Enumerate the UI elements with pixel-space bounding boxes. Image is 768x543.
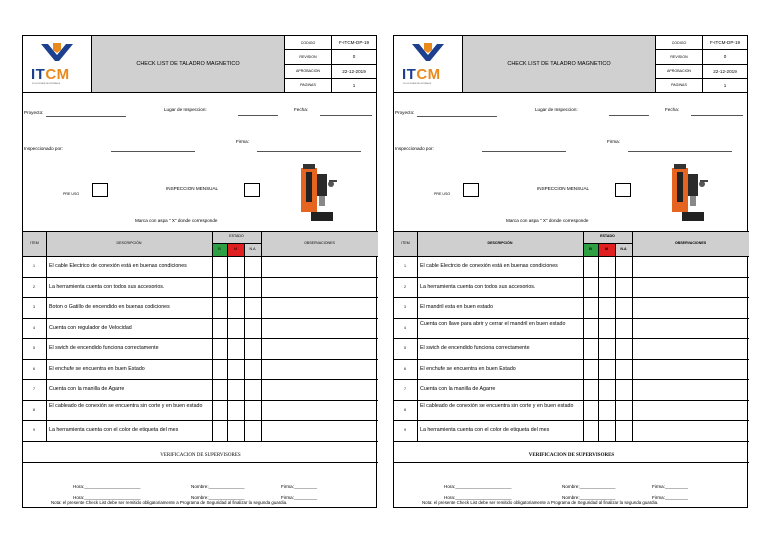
observaciones-cell[interactable] xyxy=(262,380,377,399)
observaciones-cell[interactable] xyxy=(262,298,377,317)
estado-m-cell[interactable] xyxy=(228,339,243,358)
footer-note: Nota: el presente Check List debe ser remitido obligatoriamente a Programa de Seguridad al finalizar la segunda guardia. xyxy=(422,499,659,505)
item-number: 1 xyxy=(404,264,406,268)
observaciones-cell[interactable] xyxy=(633,360,748,379)
item-number: 4 xyxy=(404,325,406,330)
estado-m-cell[interactable] xyxy=(599,298,614,317)
estado-na-cell[interactable] xyxy=(616,319,631,338)
meta-key: REVISION xyxy=(285,50,332,63)
document-title: CHECK LIST DE TALADRO MAGNETICO xyxy=(92,36,285,92)
item-number: 6 xyxy=(33,366,35,371)
meta-row xyxy=(656,65,747,79)
estado-m-cell[interactable] xyxy=(228,380,243,399)
estado-m-cell[interactable] xyxy=(228,401,243,420)
item-description: La herramienta cuenta con todos sus accesorios. xyxy=(49,283,165,290)
fecha-field[interactable] xyxy=(691,115,743,116)
meta-row xyxy=(285,50,376,64)
estado-na-cell[interactable] xyxy=(245,421,260,440)
col-observaciones-header: OBSERVACIONES xyxy=(304,241,335,245)
meta-row xyxy=(285,36,376,50)
item-description: La herramienta cuenta con el color de etiqueta del mes xyxy=(420,427,550,433)
nombre-field[interactable]: Nombre:______________ xyxy=(562,494,616,500)
document-title: CHECK LIST DE TALADRO MAGNETICO xyxy=(463,36,656,92)
observaciones-cell[interactable] xyxy=(633,339,748,358)
inspeccionado-label: Inspeccionado por: xyxy=(395,146,434,151)
estado-b-cell[interactable] xyxy=(213,339,226,358)
checklist-sheet xyxy=(22,35,377,508)
meta-row xyxy=(285,79,376,92)
estado-b-cell[interactable] xyxy=(213,401,226,420)
verification-divider xyxy=(394,462,749,463)
item-number: 5 xyxy=(33,346,35,350)
observaciones-cell[interactable] xyxy=(262,257,377,276)
inspeccionado-field[interactable] xyxy=(482,151,566,152)
checklist-table xyxy=(23,231,376,440)
hora-field[interactable]: Hora:______________________ xyxy=(444,483,512,489)
drill-icon xyxy=(668,160,710,226)
estado-divider xyxy=(212,243,261,244)
estado-m-cell[interactable] xyxy=(228,298,243,317)
logo-text xyxy=(402,66,441,83)
lugar-field[interactable] xyxy=(609,115,649,116)
logo-text-b: CM xyxy=(416,66,441,83)
estado-m-cell[interactable] xyxy=(228,421,243,440)
proyecto-field[interactable] xyxy=(46,116,126,117)
estado-b-cell[interactable] xyxy=(584,360,597,379)
inspeccionado-label: Inspeccionado por: xyxy=(24,146,63,151)
observaciones-cell[interactable] xyxy=(633,298,748,317)
meta-value: 22-12-2019 xyxy=(713,68,737,74)
item-number: 2 xyxy=(33,284,35,289)
observaciones-cell[interactable] xyxy=(633,257,748,276)
fecha-label: Fecha: xyxy=(294,107,309,112)
estado-m-cell[interactable] xyxy=(228,319,243,338)
nombre-field[interactable]: Nombre:______________ xyxy=(191,494,245,500)
lugar-field[interactable] xyxy=(238,115,278,116)
row-divider xyxy=(394,441,749,442)
col-b-header: B xyxy=(589,247,592,251)
col-estado-header: ESTADO xyxy=(600,234,615,238)
company-logo xyxy=(394,36,463,92)
inspeccion-mensual-label: INSPECCION MENSUAL xyxy=(537,186,590,191)
item-number: 8 xyxy=(33,407,35,412)
hora-field[interactable]: Hora:______________________ xyxy=(73,483,141,489)
document-meta xyxy=(285,36,376,92)
hora-field[interactable]: Hora:______________________ xyxy=(73,494,141,500)
estado-na-cell[interactable] xyxy=(616,401,631,420)
estado-b-cell[interactable] xyxy=(213,278,226,297)
logo-mark-icon xyxy=(39,41,75,65)
pre-uso-label: PRE USO xyxy=(434,192,451,196)
firma-supervisor-field[interactable]: Firma:_________ xyxy=(281,494,318,500)
estado-m-cell[interactable] xyxy=(599,380,614,399)
item-description: Boton o Gatillo de encendido en buenas codiciones xyxy=(49,304,170,310)
pre-uso-label: PRE USO xyxy=(63,192,80,196)
meta-value: 22-12-2019 xyxy=(342,68,366,74)
firma-field[interactable] xyxy=(257,151,361,152)
magnetic-drill-image xyxy=(668,160,710,226)
logo-text-b: CM xyxy=(45,66,70,83)
col-divider xyxy=(46,231,47,441)
observaciones-cell[interactable] xyxy=(633,319,748,338)
item-number: 2 xyxy=(404,284,406,289)
observaciones-cell[interactable] xyxy=(262,319,377,338)
logo-mark-icon xyxy=(410,41,446,65)
row-divider xyxy=(23,441,378,442)
item-number: 5 xyxy=(404,346,406,350)
estado-b-cell[interactable] xyxy=(584,401,597,420)
item-description: El cableado de conexión se encuentra sin corte y en buen estado xyxy=(420,402,574,409)
firma-label: Firma: xyxy=(236,139,250,144)
instruccion-label: Marca con aspa " X" donde corresponde xyxy=(506,218,589,223)
header xyxy=(23,36,376,93)
observaciones-cell[interactable] xyxy=(262,278,377,297)
item-number: 9 xyxy=(33,428,35,432)
verification-title: VERIFICACION DE SUPERVISORES xyxy=(160,452,241,458)
item-description: El cableado de conexión se encuentra sin corte y en buen estado xyxy=(49,402,203,409)
col-item-header: ITEM xyxy=(401,241,410,245)
col-divider xyxy=(417,231,418,441)
item-number: 8 xyxy=(404,407,406,412)
logo-tagline: SOLUCIONES INDUSTRIALES xyxy=(32,83,61,85)
estado-m-cell[interactable] xyxy=(228,278,243,297)
inspeccion-mensual-label: INSPECCION MENSUAL xyxy=(166,186,219,191)
estado-b-cell[interactable] xyxy=(213,298,226,317)
verification-title: VERIFICACION DE SUPERVISORES xyxy=(528,452,615,458)
estado-b-cell[interactable] xyxy=(213,380,226,399)
item-description: Cuenta con regulador de Velocidad xyxy=(49,324,132,331)
estado-na-cell[interactable] xyxy=(616,421,631,440)
item-description: El swich de encendido funciona correctamente xyxy=(420,345,530,351)
item-description: El enchufe se encuentra en buen Estado xyxy=(49,365,145,372)
estado-b-cell[interactable] xyxy=(213,421,226,440)
estado-b-cell[interactable] xyxy=(584,380,597,399)
item-description: El mandril esta en buen estado xyxy=(420,304,494,310)
lugar-label: Lugar de Inspeccion: xyxy=(164,107,207,112)
meta-key: CODIGO xyxy=(656,36,703,49)
item-description: Cuenta con la manilla de Agarre xyxy=(49,386,125,392)
proyecto-field[interactable] xyxy=(417,116,497,117)
estado-na-cell[interactable] xyxy=(245,278,260,297)
item-description: Cuenta con la manilla de Agarre xyxy=(420,386,496,392)
table-divider xyxy=(23,231,378,232)
hora-field[interactable]: Hora:______________________ xyxy=(444,494,512,500)
meta-row xyxy=(285,65,376,79)
logo-tagline: SOLUCIONES INDUSTRIALES xyxy=(403,83,432,85)
item-description: La herramienta cuenta con todos sus accesorios. xyxy=(420,283,536,290)
observaciones-cell[interactable] xyxy=(633,380,748,399)
drill-icon xyxy=(297,160,339,226)
nombre-field[interactable]: Nombre:______________ xyxy=(191,483,245,489)
estado-na-cell[interactable] xyxy=(616,298,631,317)
estado-m-cell[interactable] xyxy=(599,319,614,338)
table-divider xyxy=(394,231,749,232)
header xyxy=(394,36,747,93)
pre-uso-checkbox[interactable] xyxy=(92,183,108,197)
observaciones-cell[interactable] xyxy=(262,339,377,358)
estado-na-cell[interactable] xyxy=(245,319,260,338)
estado-na-cell[interactable] xyxy=(245,257,260,276)
item-description: La herramienta cuenta con el color de etiqueta del mes xyxy=(49,427,179,433)
estado-na-cell[interactable] xyxy=(245,380,260,399)
estado-m-cell[interactable] xyxy=(599,421,614,440)
col-m-header: M xyxy=(605,247,608,251)
item-number: 7 xyxy=(33,387,35,391)
item-number: 3 xyxy=(33,305,35,309)
estado-m-cell[interactable] xyxy=(228,360,243,379)
estado-b-cell[interactable] xyxy=(584,339,597,358)
item-description: El enchufe se encuentra en buen Estado xyxy=(420,365,516,372)
estado-na-cell[interactable] xyxy=(245,339,260,358)
estado-na-cell[interactable] xyxy=(616,360,631,379)
meta-value: F-ITCM-DP-19 xyxy=(338,40,370,46)
estado-m-cell[interactable] xyxy=(599,257,614,276)
estado-m-cell[interactable] xyxy=(599,401,614,420)
fecha-label: Fecha: xyxy=(665,107,680,112)
meta-key: CODIGO xyxy=(285,36,332,49)
estado-na-cell[interactable] xyxy=(616,339,631,358)
estado-b-cell[interactable] xyxy=(584,278,597,297)
instruccion-label: Marca con aspa " X" donde corresponde xyxy=(135,218,218,223)
observaciones-cell[interactable] xyxy=(633,401,748,420)
firma-supervisor-field[interactable]: Firma:_________ xyxy=(652,494,689,500)
estado-na-cell[interactable] xyxy=(245,360,260,379)
col-na-header: N.A xyxy=(249,247,256,251)
estado-b-cell[interactable] xyxy=(213,360,226,379)
estado-na-cell[interactable] xyxy=(616,278,631,297)
estado-divider xyxy=(583,243,632,244)
lugar-label: Lugar de Inspeccion: xyxy=(535,107,578,112)
fecha-field[interactable] xyxy=(320,115,372,116)
meta-row xyxy=(656,36,747,50)
item-number: 6 xyxy=(404,366,406,371)
logo-text-a: IT xyxy=(31,66,46,83)
col-descripcion-header: DESCRIPCIÓN xyxy=(487,241,513,245)
meta-value: F-ITCM-DP-19 xyxy=(709,40,741,46)
footer-note: Nota: el presente Check List debe ser remitido obligatoriamente a Programa de Seguridad al finalizar la segunda guardia. xyxy=(51,499,288,505)
logo-text xyxy=(31,66,70,83)
inspeccion-mensual-checkbox[interactable] xyxy=(615,183,631,197)
inspeccionado-field[interactable] xyxy=(111,151,195,152)
item-description: El cable Electrcio de conexión está en buenas condiciones xyxy=(420,263,558,269)
company-logo xyxy=(23,36,92,92)
estado-b-cell[interactable] xyxy=(213,319,226,338)
item-description: El swich de encendido funciona correctamente xyxy=(49,345,159,351)
pre-uso-checkbox[interactable] xyxy=(463,183,479,197)
estado-b-cell[interactable] xyxy=(584,298,597,317)
firma-label: Firma: xyxy=(607,139,621,144)
estado-b-cell[interactable] xyxy=(213,257,226,276)
meta-key: PAGINAS xyxy=(656,79,703,92)
firma-field[interactable] xyxy=(628,151,732,152)
col-descripcion-header: DESCRIPCIÓN xyxy=(116,241,142,245)
col-item-header: ITEM xyxy=(30,241,39,245)
meta-key: APROBACION xyxy=(285,65,332,78)
meta-key: APROBACION xyxy=(656,65,703,78)
item-number: 4 xyxy=(33,325,35,330)
estado-na-cell[interactable] xyxy=(245,401,260,420)
estado-na-cell[interactable] xyxy=(245,298,260,317)
meta-value: 1 xyxy=(352,82,356,88)
item-number: 7 xyxy=(404,387,406,391)
estado-na-cell[interactable] xyxy=(616,380,631,399)
proyecto-label: Proyecto: xyxy=(395,110,415,115)
estado-na-cell[interactable] xyxy=(616,257,631,276)
meta-key: PAGINAS xyxy=(285,79,332,92)
item-number: 3 xyxy=(404,305,406,309)
firma-supervisor-field[interactable]: Firma:_________ xyxy=(281,483,318,489)
meta-key: REVISION xyxy=(656,50,703,63)
meta-row xyxy=(656,79,747,92)
observaciones-cell[interactable] xyxy=(633,421,748,440)
magnetic-drill-image xyxy=(297,160,339,226)
observaciones-cell[interactable] xyxy=(262,421,377,440)
checklist-table xyxy=(394,231,747,440)
col-b-header: B xyxy=(218,247,221,251)
checklist-sheet xyxy=(393,35,748,508)
estado-m-cell[interactable] xyxy=(599,278,614,297)
meta-value: 1 xyxy=(723,82,727,88)
proyecto-label: Proyecto: xyxy=(24,110,44,115)
estado-b-cell[interactable] xyxy=(584,421,597,440)
estado-b-cell[interactable] xyxy=(584,257,597,276)
estado-b-cell[interactable] xyxy=(584,319,597,338)
observaciones-cell[interactable] xyxy=(633,278,748,297)
firma-supervisor-field[interactable]: Firma:_________ xyxy=(652,483,689,489)
verification-divider xyxy=(23,462,378,463)
col-observaciones-header: OBSERVACIONES xyxy=(674,241,707,245)
item-description: Cuenta con llave para abrir y cerrar el mandril en buen estado xyxy=(420,320,566,327)
inspeccion-mensual-checkbox[interactable] xyxy=(244,183,260,197)
estado-m-cell[interactable] xyxy=(599,360,614,379)
meta-value: 0 xyxy=(723,54,727,60)
nombre-field[interactable]: Nombre:______________ xyxy=(562,483,616,489)
item-number: 9 xyxy=(404,428,406,432)
estado-m-cell[interactable] xyxy=(599,339,614,358)
logo-text-a: IT xyxy=(402,66,417,83)
item-description: El cable Electrico de conexión está en buenas condiciones xyxy=(49,263,187,269)
col-m-header: M xyxy=(234,247,237,251)
col-na-header: N.A xyxy=(620,247,627,251)
item-number: 1 xyxy=(33,264,35,268)
estado-m-cell[interactable] xyxy=(228,257,243,276)
col-estado-header: ESTADO xyxy=(229,234,244,238)
document-meta xyxy=(656,36,747,92)
meta-value: 0 xyxy=(352,54,356,60)
observaciones-cell[interactable] xyxy=(262,360,377,379)
observaciones-cell[interactable] xyxy=(262,401,377,420)
meta-row xyxy=(656,50,747,64)
